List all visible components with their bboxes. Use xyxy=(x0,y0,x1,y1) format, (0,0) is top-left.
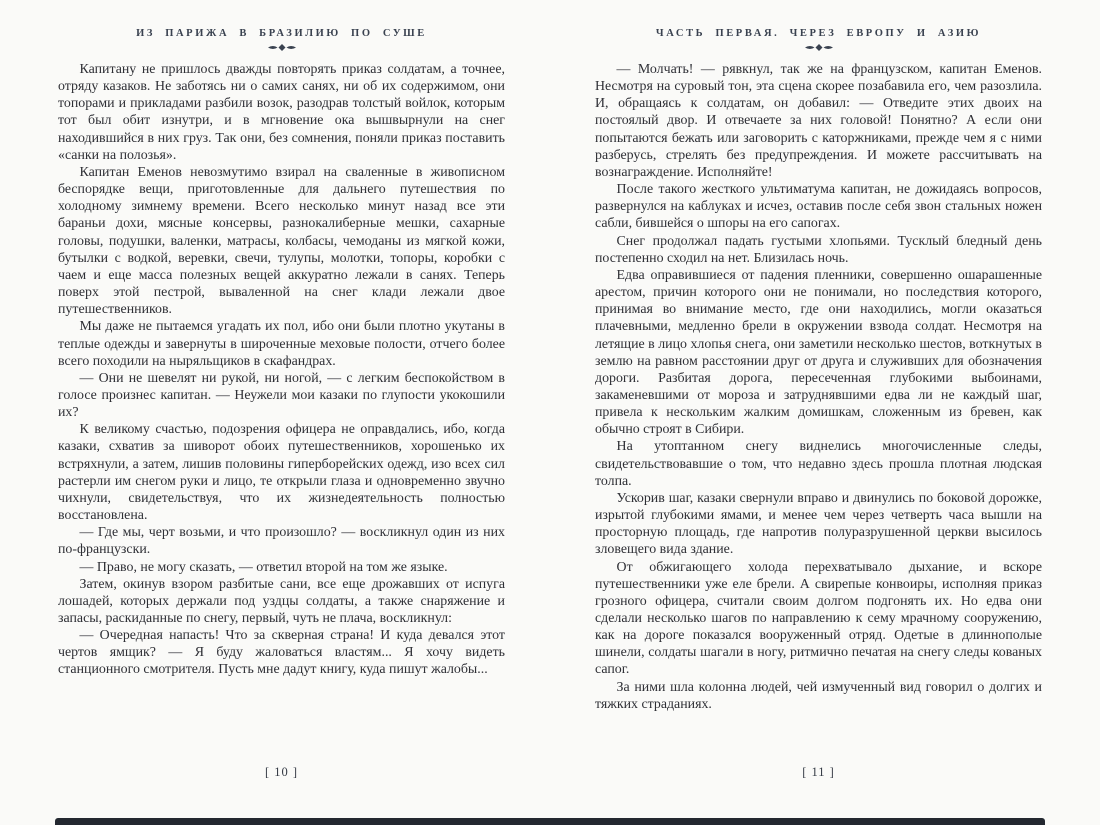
paragraph: — Где мы, черт возьми, и что произошло? — воскликнул один из них по-французски. xyxy=(58,525,505,558)
paragraph: От обжигающего холода перехватывало дыхание, и вскоре путешественники уже еле брели. А свирепые конвоиры, исполняя приказ грозного офицера, считали своим долгом подгонять их. Но едва они сделали несколько шагов по направлению к сему мрачному сооружению, как на дороге показался вооруженный отряд. Одетые в длиннополые шинели, солдаты шагали в ногу, ритмично печатая на снегу следы кованых сапог. xyxy=(595,559,1042,678)
paragraph: Капитану не пришлось дважды повторять приказ солдатам, а точнее, отряду казаков. Не заботясь ни о самих санях, ни об их содержимом, они топорами и прикладами разбили возок, разодрав толстый войлок, которым тот был обит изнутри, и в мгновение ока вышвырнули на снег находившийся в них груз. Так они, без сомнения, поняли приказ поставить «санки на полозья». xyxy=(58,62,505,163)
paragraph: Ускорив шаг, казаки свернули вправо и двинулись по боковой дорожке, изрытой глубокими ямами, и менее чем через четверть часа вышли на просторную площадь, где напротив полуразрушенной церкви высилось зловещего вида здание. xyxy=(595,490,1042,558)
book-bottom-edge xyxy=(55,818,1045,825)
paragraph: К великому счастью, подозрения офицера не оправдались, ибо, когда казаки, схватив за шиворот обоих путешественников, хорошенько их встряхнули, а затем, лишив половины гиперборейских одежд, изо всех сил растерли им снегом руки и лицо, те открыли глаза и одновременно звучно чихнули, свидетельствуя, что их жизнедеятельность полностью восстановлена. xyxy=(58,422,505,524)
paragraph: Едва оправившиеся от падения пленники, совершенно ошарашенные арестом, причин которого они не понимали, но последствия которого, принимая во внимание место, где они находились, могли оказаться плачевными, медленно брели в окружении взвода солдат. Несмотря на летящие в лицо хлопья снега, они заметили несколько шестов, воткнутых в землю на равном расстоянии друг от друга и служивших для обозначения дороги. Разбитая дорога, пересеченная глубокими выбоинами, закаменевшими от мороза и затруднявшими едва ли не каждый шаг, привела к нескольким жалким домишкам, сложенным из бревен, как обычно строят в Сибири. xyxy=(595,267,1042,438)
page-right xyxy=(595,28,1042,780)
header-ornament-icon xyxy=(804,43,834,52)
paragraph: После такого жесткого ультиматума капитан, не дожидаясь вопросов, развернулся на каблуках и исчез, оставив после себя звон стальных ножен сабли, бившейся о шпоры на его сапогах. xyxy=(595,182,1042,232)
paragraph: Капитан Еменов невозмутимо взирал на сваленные в живописном беспорядке вещи, приготовленные для дальнего путешествия по холодному зимнему времени. Всего несколько минут назад все эти бараньи дохи, мясные консервы, разнокалиберные мешки, сахарные головы, подушки, валенки, матрасы, колбасы, чемоданы из мягкой кожи, бутылки с водкой, веревки, свечи, тулупы, молотки, топоры, коробки с чаем и еще масса полезных вещей аккуратно лежали в санях. Теперь поверх этой пестрой, вываленной на снег клади лежали двое путешественников. xyxy=(58,164,505,318)
page-body-right xyxy=(595,61,1042,713)
paragraph: Снег продолжал падать густыми хлопьями. Тусклый бледный день постепенно сходил на нет. Близилась ночь. xyxy=(595,233,1042,266)
paragraph: — Право, не могу сказать, — ответил второй на том же языке. xyxy=(79,559,448,575)
page-body-left xyxy=(58,61,505,679)
paragraph: Мы даже не пытаемся угадать их пол, ибо они были плотно укутаны в теплые одежды и завернуты в широченные меховые полости, отчего более всего походили на ныряльщиков в скафандрах. xyxy=(58,319,505,369)
paragraph: — Они не шевелят ни рукой, ни ногой, — с легким беспокойством в голосе произнес капитан. — Неужели мои казаки по глупости укокошили их? xyxy=(58,370,505,421)
paragraph: На утоптанном снегу виднелись многочисленные следы, свидетельствовавшие о том, что недавно здесь прошла плотная людская толпа. xyxy=(595,439,1042,489)
paragraph: — Очередная напасть! Что за скверная страна! И куда девался этот чертов ямщик? — Я буду жаловаться властям... Я хочу видеть станционного смотрителя. Пусть мне дадут книгу, куда пишут жалобы... xyxy=(58,628,505,678)
page-number-right: [ 11 ] xyxy=(802,765,835,779)
header-ornament-icon xyxy=(267,43,297,52)
running-head-right: ЧАСТЬ ПЕРВАЯ. ЧЕРЕЗ ЕВРОПУ И АЗИЮ xyxy=(655,28,982,39)
paragraph: — Молчать! — рявкнул, так же на французском, капитан Еменов. Несмотря на суровый тон, эта сцена скорее позабавила его, чем разозлила. И, обращаясь к солдатам, он добавил: — Отведите этих двоих на постоялый двор. И отвечаете за них головой! Понятно? А если они попытаются бежать или заговорить с каторжниками, прежде чем я с ними разберусь, стрелять без предупреждения. И можете рассчитывать на вознаграждение. Исполняйте! xyxy=(595,62,1042,180)
paragraph: За ними шла колонна людей, чей измученный вид говорил о долгих и тяжких страданиях. xyxy=(595,679,1042,712)
page-left xyxy=(58,28,505,780)
running-head-left: ИЗ ПАРИЖА В БРАЗИЛИЮ ПО СУШЕ xyxy=(136,28,427,39)
paragraph: Затем, окинув взором разбитые сани, все еще дрожавших от испуга лошадей, которых держали под уздцы солдаты, а также снаряжение и запасы, раскиданные по снегу, первый, чуть не плача, воскликнул: xyxy=(58,576,505,626)
page-number-left: [ 10 ] xyxy=(264,765,299,779)
